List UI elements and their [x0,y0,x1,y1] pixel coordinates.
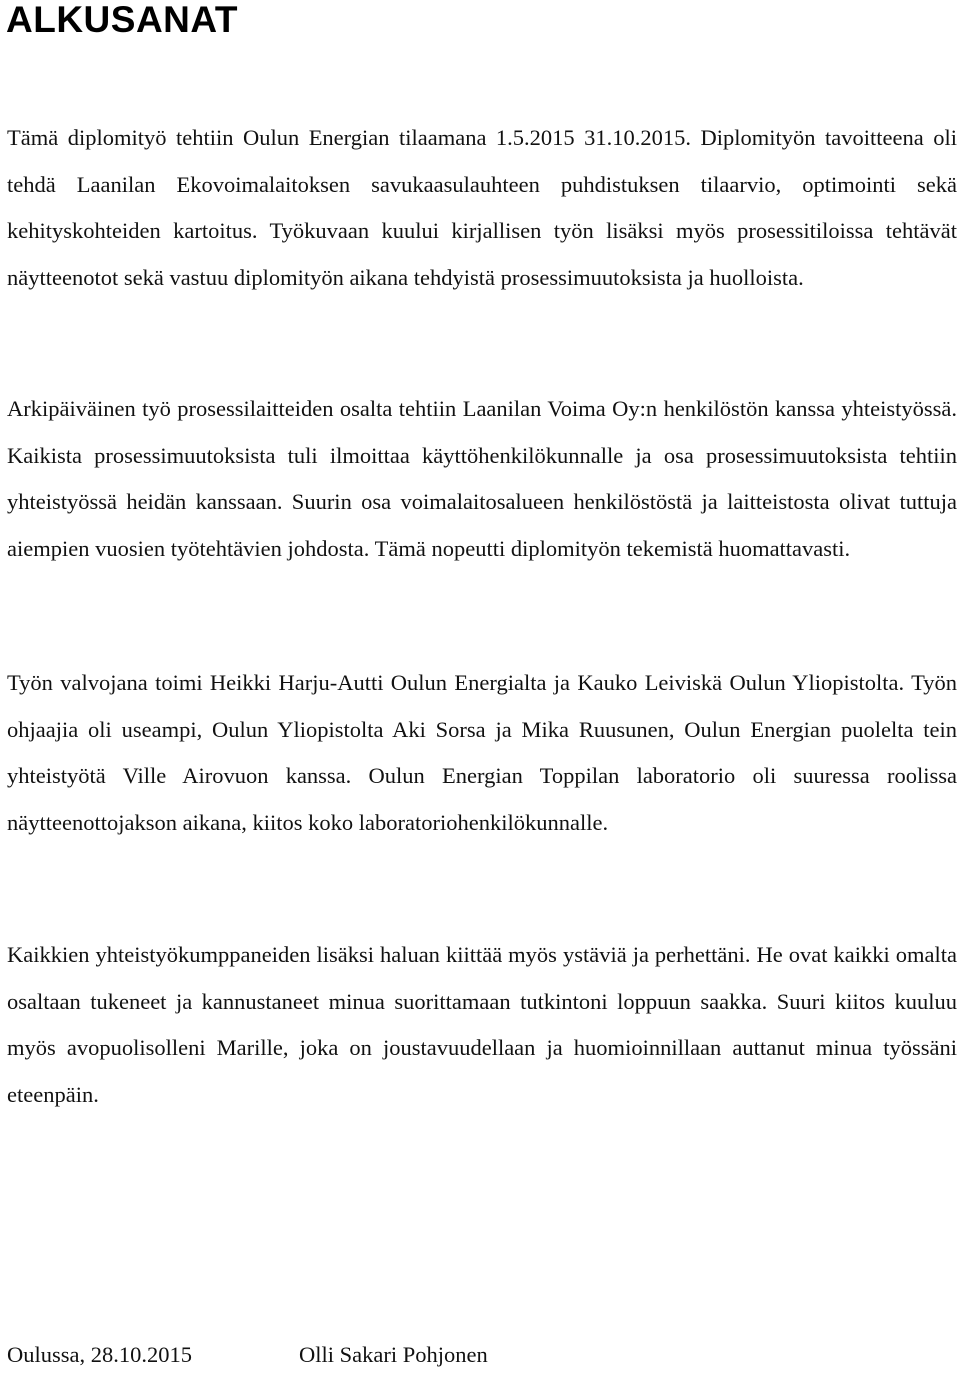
paragraph-2: Arkipäiväinen työ prosessilaitteiden osalta tehtiin Laanilan Voima Oy:n henkilöstön kanssa yhteistyössä. Kaikista prosessimuutoksista tuli ilmoittaa käyttöhenkilökunnalle ja osa prosessimuutoksista tehtiin yhteistyössä heidän kanssaan. Suurin osa voimalaitosalueen henkilöstöstä ja laitteistosta olivat tuttuja aiempien vuosien työtehtävien johdosta. Tämä nopeutti diplomityön tekemistä huomattavasti. [7,396,957,561]
signature-place-date: Oulussa, 28.10.2015 [7,1342,192,1367]
signature-author: Olli Sakari Pohjonen [299,1342,488,1367]
paragraph-3: Työn valvojana toimi Heikki Harju-Autti Oulun Energialta ja Kauko Leiviskä Oulun Yliopistolta. Työn ohjaajia oli useampi, Oulun Yliopistolta Aki Sorsa ja Mika Ruusunen, Oulun Energian puolelta tein yhteistyötä Ville Airovuon kanssa. Oulun Energian Toppilan laboratorio oli suuressa roolissa näytteenottojakson aikana, kiitos koko laboratoriohenkilökunnalle. [7,670,957,835]
page-title: ALKUSANAT [6,0,238,40]
paragraph-1: Tämä diplomityö tehtiin Oulun Energian tilaamana 1.5.2015 31.10.2015. Diplomityön tavoitteena oli tehdä Laanilan Ekovoimalaitoksen savukaasulauhteen puhdistuksen tilaarvio, optimointi sekä kehityskohteiden kartoitus. Työkuvaan kuului kirjallisen työn lisäksi myös prosessitiloissa tehtävät näytteenotot sekä vastuu diplomityön aikana tehdyistä prosessimuutoksista ja huolloista. [7,125,957,290]
paragraph-4: Kaikkien yhteistyökumppaneiden lisäksi haluan kiittää myös ystäviä ja perhettäni. He ovat kaikki omalta osaltaan tukeneet ja kannustaneet minua suorittamaan tutkintoni loppuun saakka. Suuri kiitos kuuluu myös avopuolisolleni Marille, joka on joustavuudellaan ja huomioinnillaan auttanut minua työssäni eteenpäin. [7,942,957,1107]
signature-line [7,1339,488,1371]
